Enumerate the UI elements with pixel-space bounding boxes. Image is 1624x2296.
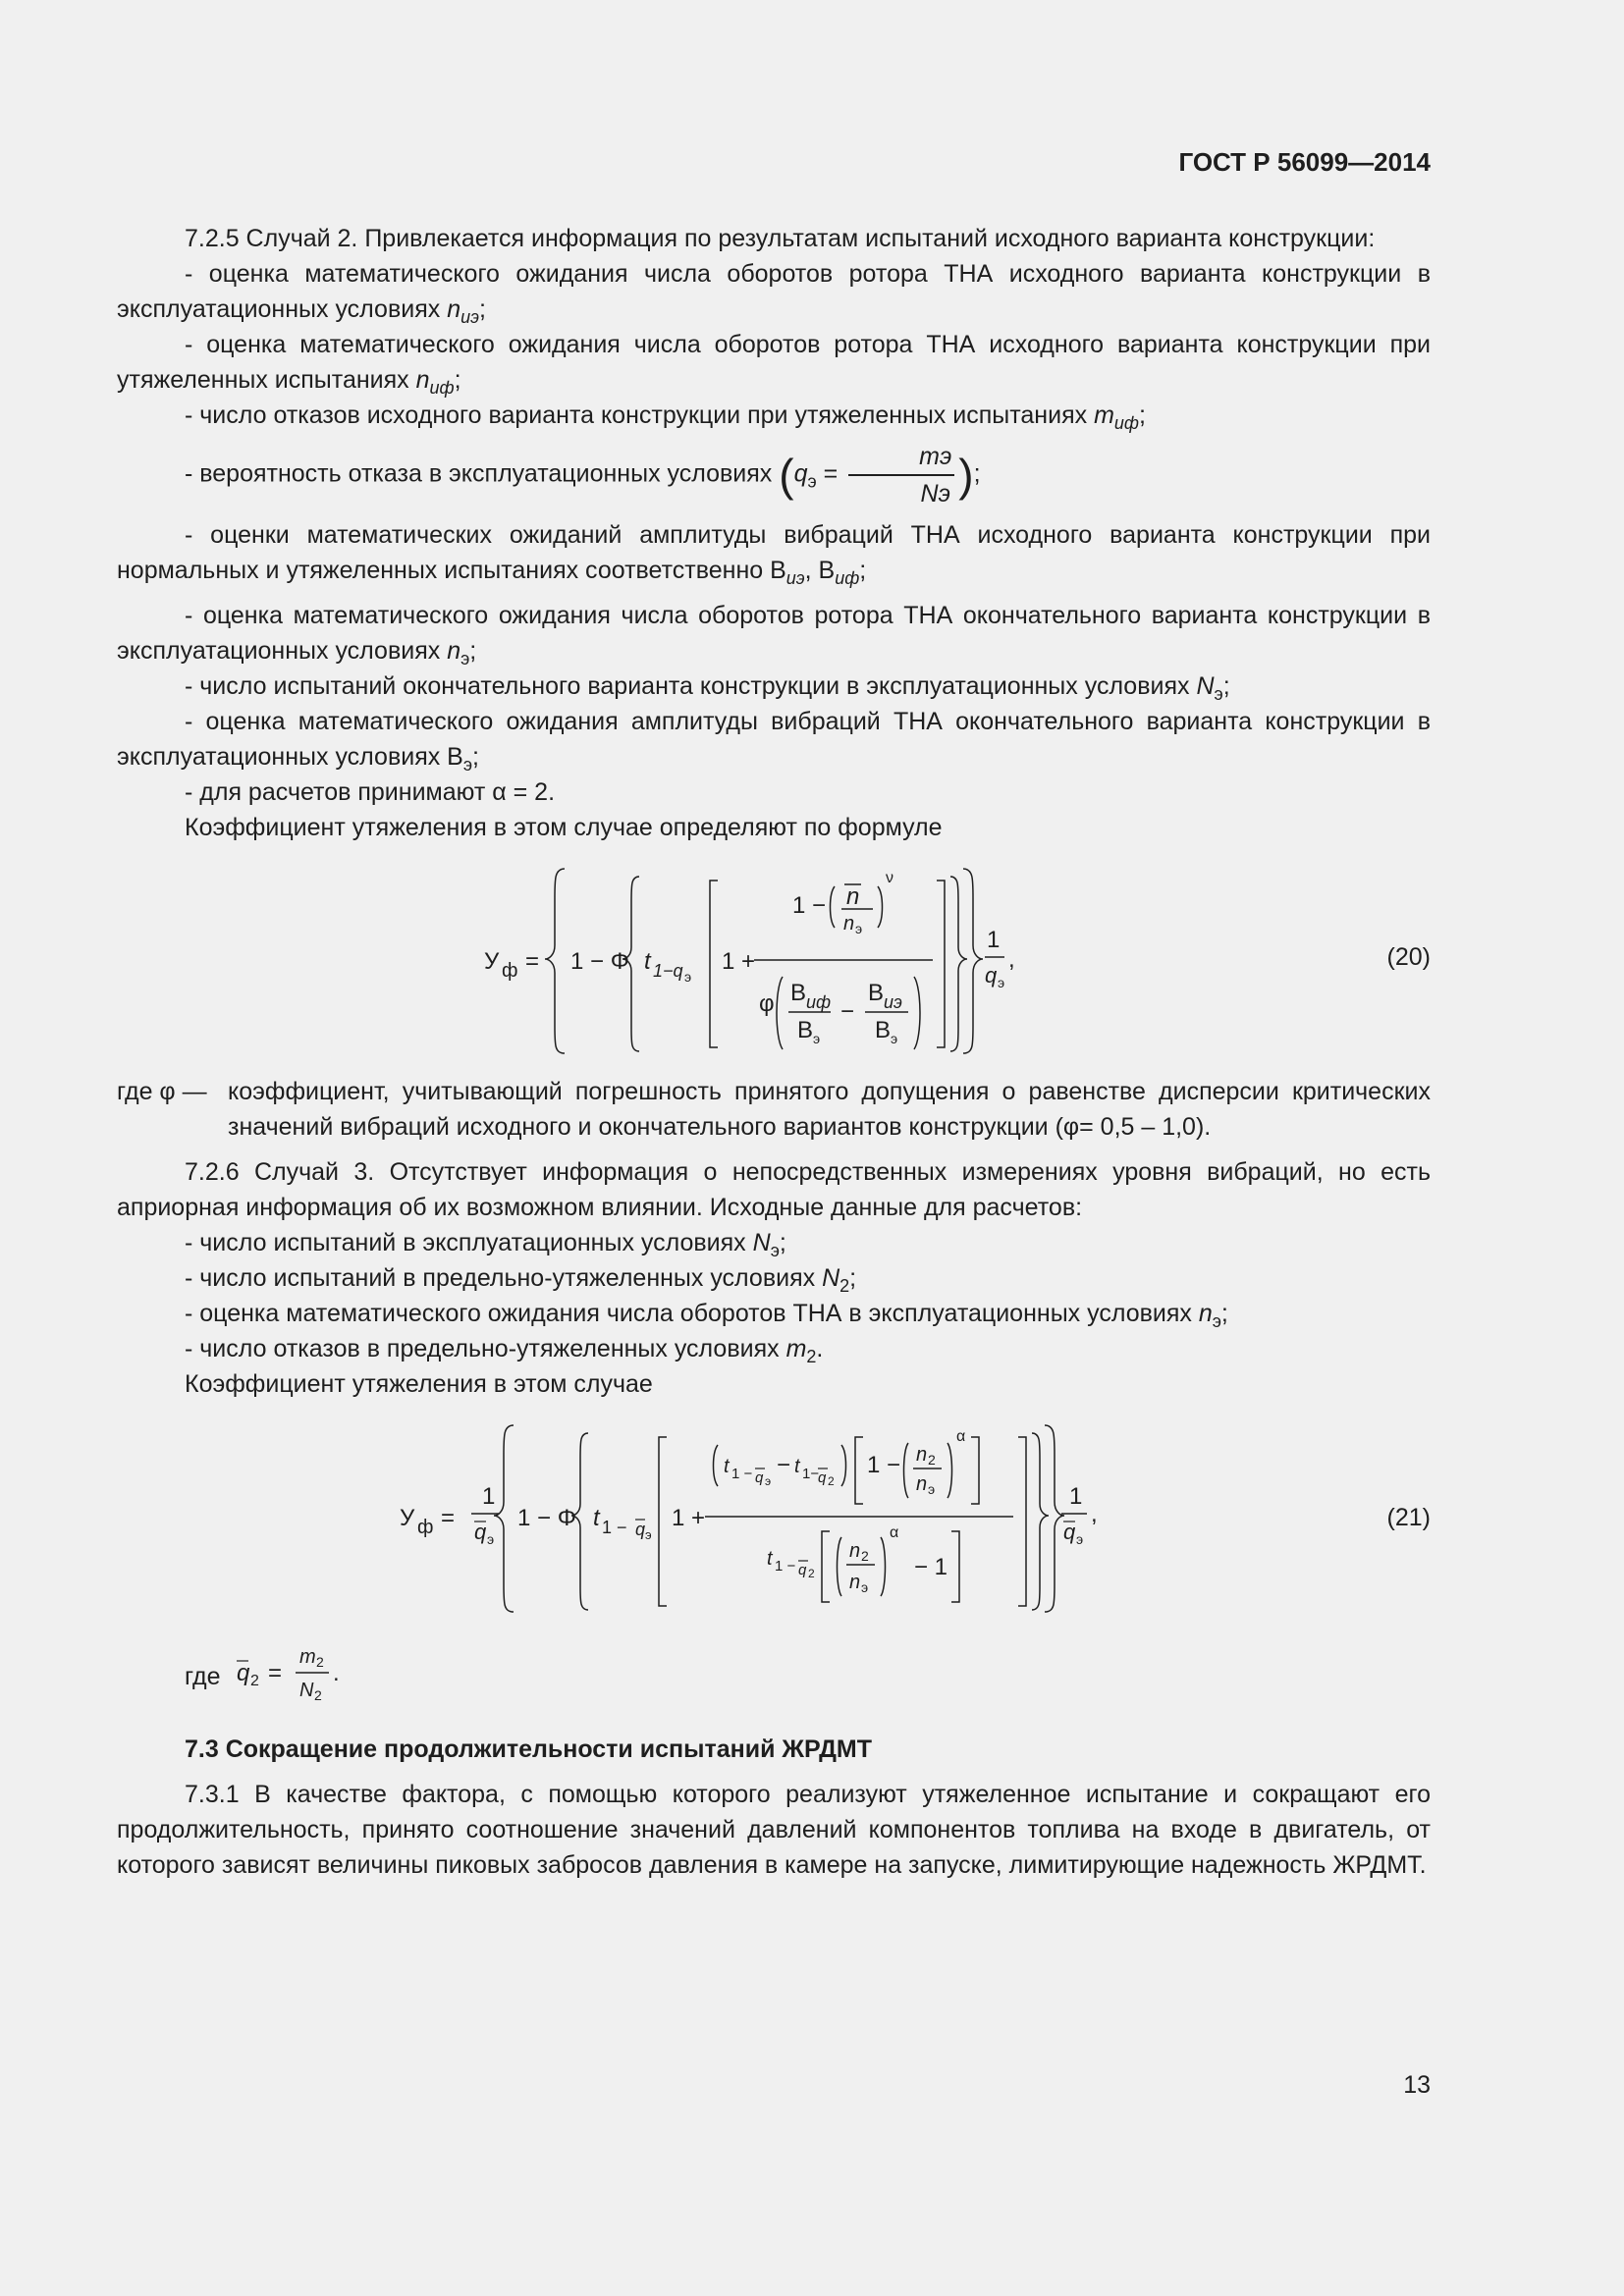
svg-text:=: = — [525, 948, 540, 975]
svg-text:1 − Φ: 1 − Φ — [517, 1505, 576, 1531]
document-header: ГОСТ Р 56099—2014 — [1178, 147, 1431, 177]
svg-text:1 +: 1 + — [722, 948, 756, 975]
formula-20 — [117, 859, 1431, 1060]
svg-text:1 −: 1 − — [792, 892, 827, 919]
svg-text:э: э — [891, 1031, 898, 1046]
svg-text:1 −: 1 − — [602, 1518, 627, 1537]
svg-text:=: = — [268, 1660, 283, 1686]
list-item: - оценка математического ожидания числа оборотов ротора ТНА исходного варианта конструкции в эксплуатационных условиях $n_{иэ}$; — [117, 260, 1431, 327]
svg-text:2: 2 — [828, 1474, 835, 1488]
section-7-2-6-intro: 7.2.6 Случай 3. Отсутствует информация о непосредственных измерениях уровня вибраций, но есть априорная информация об их возможном влиянии. Исходные данные для расчетов: — [117, 1158, 1431, 1221]
formula-intro: Коэффициент утяжеления в этом случае — [185, 1370, 653, 1398]
formula-21-graphic — [117, 1415, 1431, 1620]
svg-text:У: У — [400, 1505, 415, 1531]
section-7-2-5-intro: 7.2.5 Случай 2. Привлекается информация по результатам испытаний исходного варианта конструкции: — [185, 225, 1376, 252]
where-clause-21 — [117, 1633, 1431, 1706]
svg-text:э: э — [765, 1474, 772, 1488]
equation-number-20: (20) — [1386, 943, 1431, 971]
svg-text:n: n — [916, 1473, 928, 1495]
svg-text:α: α — [890, 1524, 899, 1541]
list-item: - вероятность отказа в эксплуатационных условиях ($q_э$ = $\frac{mэ}{Nэ}$ ); — [117, 439, 1431, 511]
svg-text:э: э — [998, 975, 1005, 990]
svg-text:ф: ф — [502, 960, 518, 982]
svg-text:n: n — [849, 1572, 861, 1593]
svg-text:q: q — [818, 1469, 827, 1486]
svg-text:В: В — [875, 1017, 892, 1043]
svg-text:−: − — [840, 998, 855, 1025]
svg-text:э: э — [684, 969, 692, 985]
svg-text:э: э — [855, 921, 863, 936]
svg-text:,: , — [1008, 946, 1015, 973]
svg-text:1−: 1− — [802, 1466, 820, 1482]
svg-text:t: t — [593, 1505, 600, 1531]
failure-probability-fraction: $\frac{mэ}{Nэ}$ — [848, 439, 954, 511]
formula-21 — [117, 1415, 1431, 1620]
svg-text:1−q: 1−q — [653, 961, 683, 981]
document-body — [117, 221, 1431, 1883]
page-number: 13 — [1403, 2071, 1431, 2099]
where-term: где φ — — [117, 1078, 207, 1105]
svg-text:1 +: 1 + — [672, 1505, 706, 1531]
svg-text:В: В — [790, 980, 807, 1006]
formula-20-graphic — [117, 859, 1431, 1060]
svg-text:2: 2 — [808, 1567, 815, 1580]
section-7-3-title: 7.3 Сокращение продолжительности испытаний ЖРДМТ — [185, 1735, 872, 1763]
svg-text:2: 2 — [316, 1654, 324, 1670]
list-item: - число испытаний в эксплуатационных условиях $N_э$; — [185, 1229, 786, 1260]
svg-text:1: 1 — [1069, 1483, 1083, 1510]
svg-text:иф: иф — [806, 992, 832, 1012]
svg-text:q: q — [635, 1520, 646, 1539]
svg-text:q: q — [237, 1660, 250, 1686]
svg-text:q: q — [798, 1562, 807, 1578]
svg-text:э: э — [645, 1527, 652, 1542]
svg-text:2: 2 — [314, 1687, 322, 1703]
svg-text:э: э — [1076, 1531, 1084, 1547]
svg-text:э: э — [861, 1579, 869, 1595]
svg-text:В: В — [797, 1017, 814, 1043]
formula-intro: Коэффициент утяжеления в этом случае определяют по формуле — [185, 814, 943, 841]
svg-text:q: q — [755, 1469, 764, 1486]
svg-text:φ: φ — [759, 990, 775, 1017]
svg-text:=: = — [441, 1505, 456, 1531]
svg-text:2: 2 — [928, 1452, 936, 1468]
svg-text:−: − — [777, 1452, 791, 1478]
list-item: - для расчетов принимают α = 2. — [185, 778, 556, 806]
svg-text:n: n — [843, 913, 855, 934]
svg-text:N: N — [299, 1680, 314, 1701]
svg-text:1 −: 1 − — [731, 1466, 753, 1482]
section-7-3-1-paragraph: 7.3.1 В качестве фактора, с помощью которого реализуют утяжеленное испытание и сокращают его продолжительность, принято соотношение значений давлений компонентов топлива на входе в двигатель, от которого зависят величины пиковых забросов давления в камере на запуске, лимитирующие надежность ЖРДМТ. — [117, 1781, 1431, 1879]
svg-text:t: t — [794, 1456, 800, 1477]
svg-text:q: q — [1063, 1520, 1076, 1544]
svg-text:В: В — [868, 980, 885, 1006]
svg-text:1: 1 — [987, 927, 1001, 953]
svg-text:э: э — [487, 1531, 495, 1547]
svg-text:n: n — [849, 1540, 861, 1562]
svg-text:1 − Φ: 1 − Φ — [570, 948, 629, 975]
svg-text:1: 1 — [482, 1483, 496, 1510]
svg-text:t: t — [767, 1548, 773, 1570]
svg-text:ф: ф — [417, 1517, 434, 1538]
list-item: - число испытаний окончательного варианта конструкции в эксплуатационных условиях $N_э$; — [185, 672, 1230, 704]
svg-text:1 −: 1 − — [867, 1452, 901, 1478]
svg-text:n: n — [846, 883, 860, 910]
list-item: - оценка математического ожидания амплитуды вибраций ТНА окончательного варианта конструкции в эксплуатационных условиях $В_э$; — [117, 708, 1431, 774]
svg-text:2: 2 — [861, 1548, 869, 1564]
where-clause-20 — [117, 1074, 1431, 1145]
svg-text:У: У — [484, 948, 500, 975]
svg-text:э: э — [813, 1031, 821, 1046]
list-item: - оценка математического ожидания числа оборотов ТНА в эксплуатационных условиях $n_э$; — [185, 1300, 1228, 1331]
q2-definition — [233, 1633, 351, 1706]
svg-text:ν: ν — [886, 870, 893, 886]
svg-text:q: q — [985, 963, 998, 988]
svg-text:α: α — [956, 1428, 966, 1445]
list-item: - оценка математического ожидания числа оборотов ротора ТНА исходного варианта конструкции при утяжеленных испытаниях $n_{иф}$; — [117, 331, 1431, 398]
list-item: - оценки математических ожиданий амплитуды вибраций ТНА исходного варианта конструкции при нормальных и утяжеленных испытаниях соответственно $В_{иэ}$, $В_{иф}$; — [117, 521, 1431, 588]
svg-text:иэ: иэ — [884, 992, 902, 1012]
svg-text:2: 2 — [250, 1673, 259, 1689]
svg-text:t: t — [644, 948, 651, 975]
svg-text:m: m — [299, 1646, 316, 1668]
svg-text:n: n — [916, 1444, 928, 1466]
svg-text:,: , — [1091, 1501, 1098, 1527]
equation-number-21: (21) — [1386, 1504, 1431, 1531]
svg-text:t: t — [724, 1456, 730, 1477]
svg-text:− 1: − 1 — [914, 1554, 948, 1580]
list-item: - число испытаний в предельно-утяжеленных условиях $N_2$; — [185, 1264, 857, 1296]
svg-text:э: э — [928, 1481, 936, 1497]
list-item: - число отказов исходного варианта конструкции при утяжеленных испытаниях $m_{иф}$; — [185, 401, 1146, 433]
svg-text:.: . — [333, 1660, 340, 1686]
where-description: коэффициент, учитывающий погрешность принятого допущения о равенстве дисперсии критических значений вибраций исходного и окончательного вариантов конструкции (φ= 0,5 – 1,0). — [228, 1078, 1431, 1141]
svg-text:1 −: 1 − — [775, 1558, 796, 1575]
list-item: - число отказов в предельно-утяжеленных условиях $m_2$. — [185, 1335, 824, 1366]
where-label: где — [185, 1663, 221, 1690]
svg-text:q: q — [474, 1520, 487, 1544]
list-item: - оценка математического ожидания числа оборотов ротора ТНА окончательного варианта конструкции в эксплуатационных условиях $n_э$; — [117, 602, 1431, 668]
